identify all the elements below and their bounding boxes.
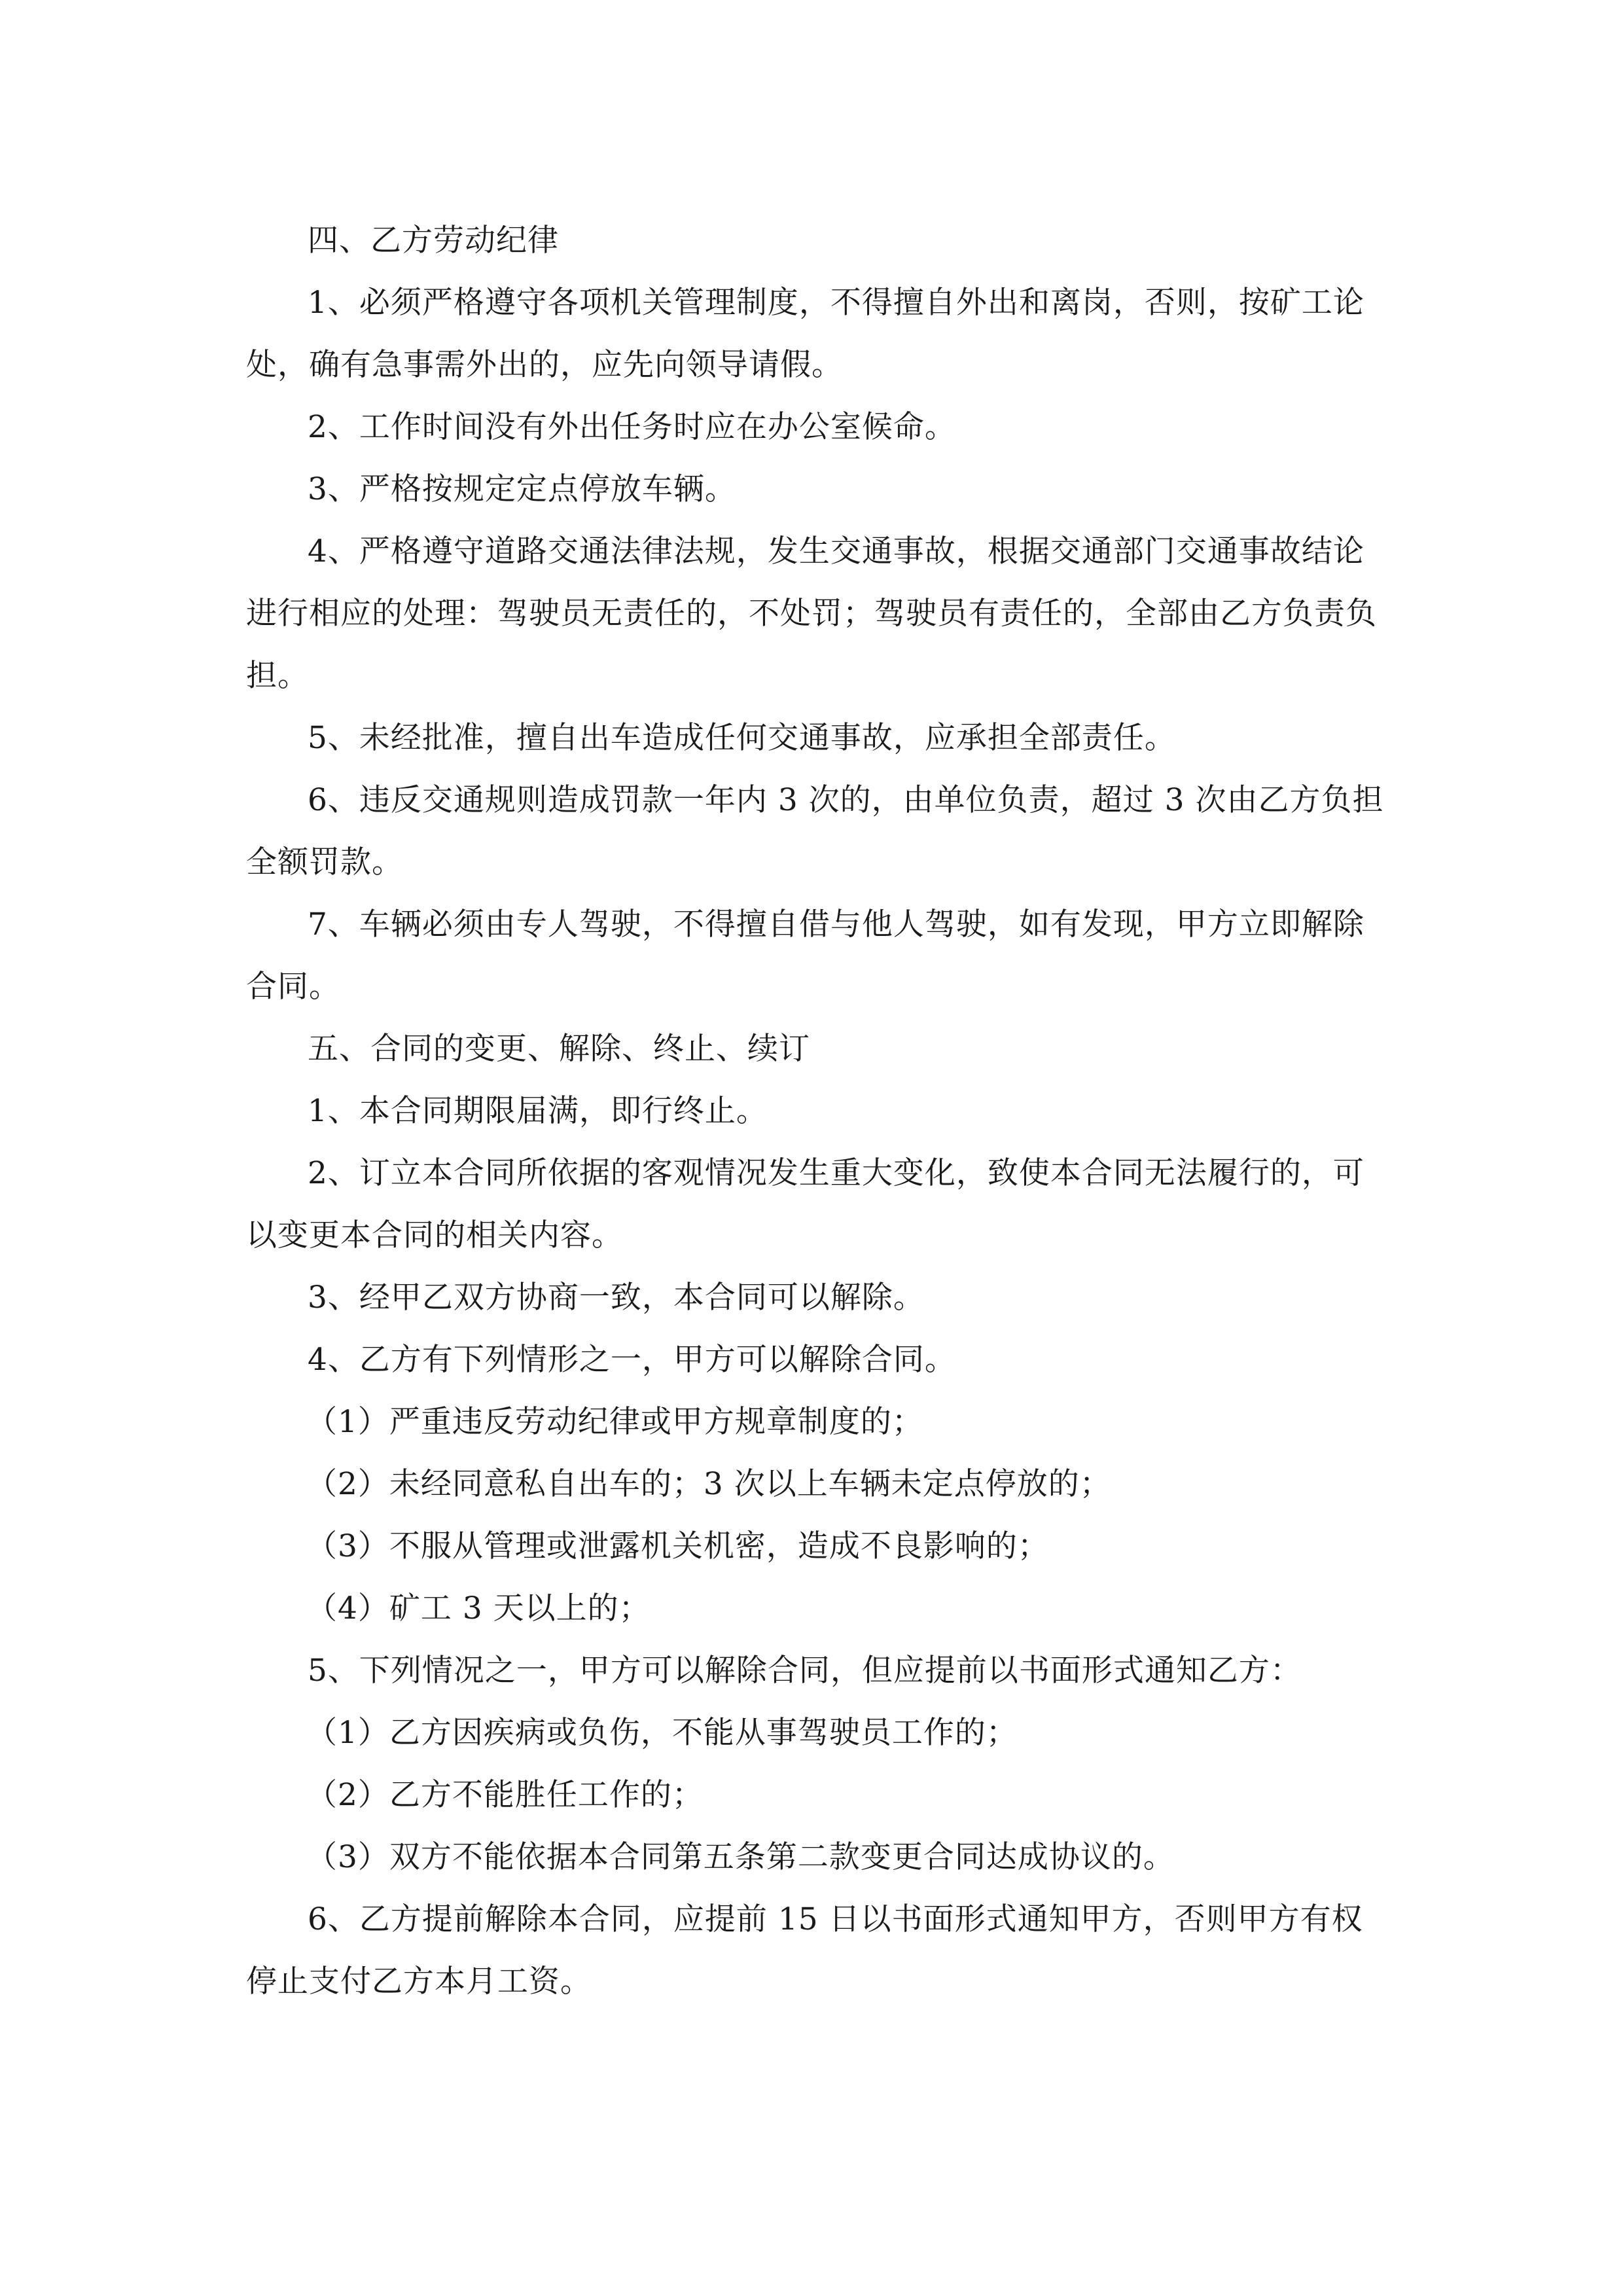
section-5-item-5: 5、下列情况之一，甲方可以解除合同，但应提前以书面形式通知乙方： <box>308 1653 1302 1689</box>
section-5-item-3: 3、经甲乙双方协商一致，本合同可以解除。 <box>308 1280 925 1316</box>
document-body <box>246 209 1393 2013</box>
section-5-heading: 五、合同的变更、解除、终止、续订 <box>308 1031 810 1067</box>
section-4-item-4: 4、严格遵守道路交通法律法规，发生交通事故，根据交通部门交通事故结论进行相应的处理：驾驶员无责任的，不处罚；驾驶员有责任的，全部由乙方负责负担。 <box>246 533 1377 694</box>
section-5-item-6: 6、乙方提前解除本合同，应提前 15 日以书面形式通知甲方，否则甲方有权停止支付乙方本月工资。 <box>246 1901 1363 2000</box>
section-4-item-6: 6、违反交通规则造成罚款一年内 3 次的，由单位负责，超过 3 次由乙方负担全额罚款。 <box>246 782 1384 880</box>
section-4-item-1: 1、必须严格遵守各项机关管理制度，不得擅自外出和离岗，否则，按矿工论处，确有急事需外出的，应先向领导请假。 <box>246 285 1364 383</box>
section-4-item-5: 5、未经批准，擅自出车造成任何交通事故，应承担全部责任。 <box>308 720 1176 756</box>
section-5-item-4-sub-4: （4）矿工 3 天以上的； <box>306 1590 651 1626</box>
section-5-item-5-sub-3: （3）双方不能依据本合同第五条第二款变更合同达成协议的。 <box>306 1839 1175 1875</box>
section-4-item-7: 7、车辆必须由专人驾驶，不得擅自借与他人驾驶，如有发现，甲方立即解除合同。 <box>246 906 1364 1005</box>
section-5-item-1: 1、本合同期限届满，即行终止。 <box>308 1093 768 1129</box>
section-4-heading: 四、乙方劳动纪律 <box>308 223 559 259</box>
section-4-item-2: 2、工作时间没有外出任务时应在办公室候命。 <box>308 409 956 445</box>
section-5-item-4: 4、乙方有下列情形之一，甲方可以解除合同。 <box>308 1342 956 1378</box>
section-4-item-3: 3、严格按规定定点停放车辆。 <box>308 471 736 507</box>
section-5-item-5-sub-1: （1）乙方因疾病或负伤，不能从事驾驶员工作的； <box>306 1715 1018 1751</box>
section-5-item-4-sub-3: （3）不服从管理或泄露机关机密，造成不良影响的； <box>306 1528 1049 1564</box>
section-5-item-2: 2、订立本合同所依据的客观情况发生重大变化，致使本合同无法履行的，可以变更本合同的相关内容。 <box>246 1155 1364 1253</box>
section-5-item-4-sub-1: （1）严重违反劳动纪律或甲方规章制度的； <box>306 1404 923 1440</box>
section-5-item-5-sub-2: （2）乙方不能胜任工作的； <box>306 1777 704 1813</box>
section-5-item-4-sub-2: （2）未经同意私自出车的；3 次以上车辆未定点停放的； <box>306 1466 1111 1502</box>
